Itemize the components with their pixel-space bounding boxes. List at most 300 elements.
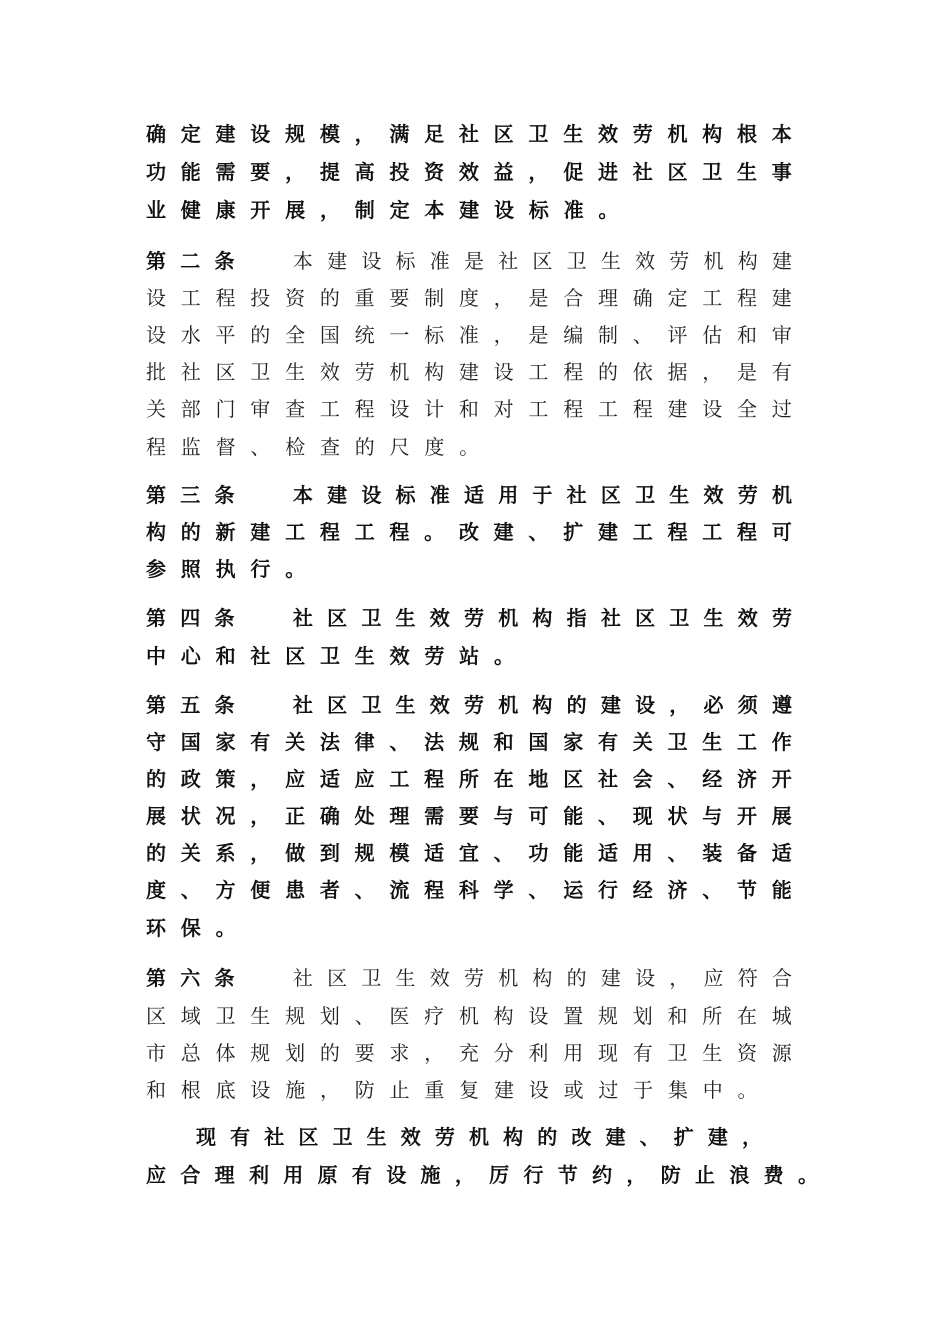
character: 程 bbox=[215, 286, 236, 310]
text-line bbox=[146, 838, 792, 868]
text-line bbox=[146, 119, 792, 149]
character: 的 bbox=[354, 435, 375, 459]
character: 适 bbox=[771, 841, 792, 865]
character: 的 bbox=[146, 841, 166, 865]
character: 能 bbox=[563, 841, 584, 865]
character: 应 bbox=[354, 767, 375, 791]
character: 。 bbox=[285, 557, 306, 581]
character: 条 bbox=[214, 483, 235, 507]
character: 第 bbox=[146, 966, 166, 990]
character: 构 bbox=[146, 520, 166, 544]
character: 施 bbox=[420, 1163, 441, 1187]
character: 标 bbox=[395, 249, 416, 273]
character: 守 bbox=[146, 730, 166, 754]
text-line bbox=[146, 963, 792, 993]
character: 建 bbox=[600, 966, 621, 990]
character: 投 bbox=[250, 286, 271, 310]
character: 批 bbox=[146, 360, 166, 384]
character: 能 bbox=[563, 804, 584, 828]
character: 效 bbox=[737, 606, 758, 630]
character: 根 bbox=[180, 1078, 201, 1102]
character: 设 bbox=[635, 693, 656, 717]
character: 资 bbox=[285, 286, 306, 310]
character: 要 bbox=[458, 804, 479, 828]
character: 有 bbox=[632, 1041, 653, 1065]
character: 效 bbox=[429, 606, 450, 630]
character: 心 bbox=[180, 644, 201, 668]
character: 合 bbox=[771, 966, 792, 990]
character: 医 bbox=[389, 1004, 410, 1028]
character: 和 bbox=[737, 323, 758, 347]
character: ， bbox=[626, 1163, 647, 1187]
character: 检 bbox=[285, 435, 306, 459]
character: 地 bbox=[528, 767, 549, 791]
character: 查 bbox=[319, 435, 340, 459]
character: 要 bbox=[354, 1041, 375, 1065]
character: 应 bbox=[146, 1163, 166, 1187]
character: 劳 bbox=[737, 483, 758, 507]
character: 第 bbox=[146, 249, 166, 273]
character: 促 bbox=[563, 160, 584, 184]
text-line bbox=[146, 432, 792, 462]
character: 经 bbox=[632, 878, 653, 902]
character: 劳 bbox=[463, 606, 484, 630]
character: 机 bbox=[469, 1125, 489, 1149]
text-line bbox=[146, 394, 792, 424]
character: 作 bbox=[771, 730, 792, 754]
character: 二 bbox=[180, 249, 201, 273]
character: 机 bbox=[498, 693, 519, 717]
character: 程 bbox=[737, 286, 758, 310]
character: 关 bbox=[285, 730, 306, 754]
character: 律 bbox=[354, 730, 375, 754]
character: 机 bbox=[498, 966, 519, 990]
character: 遵 bbox=[771, 693, 792, 717]
character: 所 bbox=[458, 767, 479, 791]
character: 足 bbox=[424, 122, 445, 146]
character: 过 bbox=[598, 1078, 619, 1102]
character: 止 bbox=[695, 1163, 715, 1187]
character: 生 bbox=[354, 644, 375, 668]
text-line bbox=[146, 1160, 818, 1190]
character: 分 bbox=[493, 1041, 514, 1065]
character: 、 bbox=[639, 1125, 660, 1149]
character: 审 bbox=[771, 323, 792, 347]
character: 生 bbox=[250, 1004, 271, 1028]
character: 设 bbox=[386, 1163, 407, 1187]
character: 生 bbox=[600, 249, 621, 273]
character: 理 bbox=[597, 286, 618, 310]
character: 规 bbox=[354, 841, 375, 865]
character: 、 bbox=[180, 878, 201, 902]
character: 五 bbox=[180, 693, 201, 717]
character: 参 bbox=[146, 557, 166, 581]
character: 区 bbox=[600, 483, 621, 507]
character: 是 bbox=[737, 360, 758, 384]
character: 状 bbox=[180, 804, 201, 828]
character: 程 bbox=[424, 878, 445, 902]
character: 生 bbox=[702, 730, 723, 754]
character: 益 bbox=[493, 160, 514, 184]
character: 域 bbox=[180, 1004, 201, 1028]
character: 程 bbox=[146, 435, 166, 459]
character: 构 bbox=[424, 360, 445, 384]
character: 生 bbox=[285, 360, 306, 384]
character: 机 bbox=[498, 606, 519, 630]
character: 制 bbox=[354, 198, 375, 222]
character: 准 bbox=[458, 323, 479, 347]
character: 机 bbox=[703, 249, 724, 273]
character: 总 bbox=[180, 1041, 201, 1065]
character: 工 bbox=[354, 520, 375, 544]
character: 源 bbox=[771, 1041, 792, 1065]
character: 估 bbox=[702, 323, 723, 347]
character: 国 bbox=[319, 323, 340, 347]
character: 全 bbox=[285, 323, 306, 347]
character: 构 bbox=[702, 122, 723, 146]
character: 机 bbox=[667, 122, 688, 146]
character: 用 bbox=[632, 841, 653, 865]
character: 卫 bbox=[319, 644, 340, 668]
character: 区 bbox=[327, 966, 348, 990]
character: 有 bbox=[230, 1125, 251, 1149]
character: 程 bbox=[667, 520, 688, 544]
character: 统 bbox=[354, 323, 375, 347]
character: 用 bbox=[498, 483, 519, 507]
character: 编 bbox=[563, 323, 584, 347]
character: 节 bbox=[557, 1163, 578, 1187]
character: 区 bbox=[493, 122, 514, 146]
character: 建 bbox=[493, 1078, 514, 1102]
character: 的 bbox=[319, 1041, 340, 1065]
character: 施 bbox=[285, 1078, 306, 1102]
character: 度 bbox=[424, 435, 445, 459]
character: 和 bbox=[215, 644, 236, 668]
character: 、 bbox=[354, 878, 375, 902]
character: 需 bbox=[424, 804, 445, 828]
character: 。 bbox=[459, 435, 480, 459]
character: ， bbox=[742, 1125, 762, 1149]
character: ， bbox=[454, 1163, 475, 1187]
character: 开 bbox=[250, 198, 271, 222]
character: 区 bbox=[327, 693, 348, 717]
character: 者 bbox=[319, 878, 340, 902]
character: 社 bbox=[292, 966, 313, 990]
character: ， bbox=[702, 360, 723, 384]
character: 设 bbox=[635, 966, 656, 990]
character: 展 bbox=[146, 804, 166, 828]
character: 节 bbox=[737, 878, 758, 902]
character: 劳 bbox=[424, 644, 445, 668]
character: ， bbox=[528, 160, 549, 184]
character: 科 bbox=[458, 878, 479, 902]
character: 、 bbox=[389, 730, 410, 754]
character: 止 bbox=[389, 1078, 410, 1102]
character: 方 bbox=[215, 878, 236, 902]
text-line bbox=[146, 913, 792, 943]
character: ， bbox=[250, 841, 271, 865]
character: 防 bbox=[354, 1078, 375, 1102]
character: 条 bbox=[214, 606, 235, 630]
character: 工 bbox=[528, 397, 549, 421]
character: 于 bbox=[633, 1078, 654, 1102]
character: 改 bbox=[458, 520, 479, 544]
character: 。 bbox=[493, 644, 514, 668]
character: 模 bbox=[389, 841, 410, 865]
character: ， bbox=[424, 1041, 445, 1065]
character: 区 bbox=[146, 1004, 166, 1028]
character: 约 bbox=[592, 1163, 613, 1187]
character: 效 bbox=[458, 160, 479, 184]
character: 尺 bbox=[389, 435, 410, 459]
character: 过 bbox=[771, 397, 792, 421]
character: 的 bbox=[537, 1125, 558, 1149]
character: 建 bbox=[327, 483, 348, 507]
character: 构 bbox=[737, 249, 758, 273]
character: 程 bbox=[319, 520, 340, 544]
character: 工 bbox=[702, 286, 723, 310]
character: 社 bbox=[292, 606, 313, 630]
character: 程 bbox=[563, 397, 584, 421]
character: ， bbox=[319, 198, 340, 222]
character: 必 bbox=[703, 693, 724, 717]
character: 卫 bbox=[361, 606, 382, 630]
character: 和 bbox=[458, 397, 479, 421]
character: 理 bbox=[214, 1163, 235, 1187]
character: 构 bbox=[532, 966, 553, 990]
character: 构 bbox=[503, 1125, 524, 1149]
character: 事 bbox=[771, 160, 792, 184]
character: 社 bbox=[250, 644, 271, 668]
character: 卫 bbox=[361, 693, 382, 717]
character: 建 bbox=[707, 1125, 728, 1149]
character: 工 bbox=[632, 520, 653, 544]
character: 便 bbox=[250, 878, 271, 902]
character: 、 bbox=[702, 878, 723, 902]
character: 城 bbox=[771, 1004, 792, 1028]
character: 的 bbox=[566, 693, 587, 717]
character: 划 bbox=[285, 1041, 306, 1065]
character: 据 bbox=[667, 360, 688, 384]
character: 设 bbox=[361, 249, 382, 273]
character: 环 bbox=[146, 916, 166, 940]
text-line bbox=[146, 801, 792, 831]
character: 备 bbox=[737, 841, 758, 865]
character: 适 bbox=[424, 841, 445, 865]
character: 生 bbox=[395, 606, 416, 630]
character: 部 bbox=[180, 397, 201, 421]
character: ， bbox=[669, 966, 690, 990]
character: 适 bbox=[319, 767, 340, 791]
character: 劳 bbox=[632, 122, 653, 146]
character: 合 bbox=[180, 1163, 201, 1187]
character: 疗 bbox=[424, 1004, 445, 1028]
character: 法 bbox=[424, 730, 445, 754]
character: 本 bbox=[292, 249, 313, 273]
character: 劳 bbox=[669, 249, 690, 273]
character: 建 bbox=[459, 198, 480, 222]
character: 设 bbox=[493, 360, 514, 384]
character: 第 bbox=[146, 483, 166, 507]
character: 建 bbox=[327, 249, 348, 273]
character: 卫 bbox=[566, 249, 587, 273]
character: 本 bbox=[771, 122, 792, 146]
character: 模 bbox=[319, 122, 340, 146]
character: 原 bbox=[317, 1163, 338, 1187]
character: 指 bbox=[566, 606, 587, 630]
character: 定 bbox=[180, 122, 201, 146]
character: 生 bbox=[395, 966, 416, 990]
character: 构 bbox=[532, 606, 553, 630]
character: 全 bbox=[737, 397, 758, 421]
character: 功 bbox=[146, 160, 166, 184]
character: 的 bbox=[319, 286, 340, 310]
character: 建 bbox=[458, 360, 479, 384]
character: 审 bbox=[250, 397, 271, 421]
character: 用 bbox=[283, 1163, 304, 1187]
character: 理 bbox=[389, 804, 410, 828]
character: 防 bbox=[660, 1163, 681, 1187]
character: 利 bbox=[248, 1163, 269, 1187]
character: 法 bbox=[319, 730, 340, 754]
character: 标 bbox=[395, 483, 416, 507]
character: 与 bbox=[493, 804, 514, 828]
character: 国 bbox=[180, 730, 201, 754]
character: 规 bbox=[250, 1041, 271, 1065]
character: 设 bbox=[250, 1078, 271, 1102]
character: 的 bbox=[597, 360, 618, 384]
character: 规 bbox=[597, 1004, 618, 1028]
character: 区 bbox=[215, 360, 236, 384]
character: 工 bbox=[180, 286, 201, 310]
character: 处 bbox=[354, 804, 375, 828]
character: 系 bbox=[215, 841, 236, 865]
character: 卫 bbox=[250, 360, 271, 384]
character: 是 bbox=[528, 286, 549, 310]
character: 建 bbox=[600, 693, 621, 717]
character: 计 bbox=[424, 397, 445, 421]
character: 效 bbox=[400, 1125, 421, 1149]
character: 学 bbox=[493, 878, 514, 902]
character: 四 bbox=[180, 606, 201, 630]
character: 生 bbox=[395, 693, 416, 717]
character: 况 bbox=[215, 804, 236, 828]
text-line bbox=[146, 690, 792, 720]
character: 度 bbox=[458, 286, 479, 310]
character: 生 bbox=[737, 160, 758, 184]
character: 工 bbox=[702, 520, 723, 544]
character: 条 bbox=[214, 966, 235, 990]
character: 划 bbox=[319, 1004, 340, 1028]
character: 建 bbox=[605, 1125, 626, 1149]
character: 、 bbox=[354, 1004, 375, 1028]
character: 社 bbox=[566, 483, 587, 507]
character: 是 bbox=[528, 323, 549, 347]
character: 效 bbox=[635, 249, 656, 273]
character: 确 bbox=[632, 286, 653, 310]
character: 适 bbox=[463, 483, 484, 507]
character: 制 bbox=[424, 286, 445, 310]
character: 在 bbox=[737, 1004, 758, 1028]
character: 开 bbox=[737, 804, 758, 828]
character: 合 bbox=[563, 286, 584, 310]
text-line bbox=[146, 195, 792, 225]
character: 或 bbox=[563, 1078, 584, 1102]
character: 程 bbox=[737, 520, 758, 544]
character: 置 bbox=[563, 1004, 584, 1028]
character: 提 bbox=[319, 160, 340, 184]
character: 经 bbox=[702, 767, 723, 791]
character: 社 bbox=[632, 160, 653, 184]
character: 区 bbox=[532, 249, 553, 273]
character: 重 bbox=[354, 286, 375, 310]
character: 建 bbox=[771, 249, 792, 273]
character: 工 bbox=[285, 520, 306, 544]
character: 制 bbox=[597, 323, 618, 347]
character: 利 bbox=[528, 1041, 549, 1065]
character: 有 bbox=[250, 730, 271, 754]
character: 卫 bbox=[332, 1125, 353, 1149]
character: 健 bbox=[180, 198, 201, 222]
character: 水 bbox=[180, 323, 201, 347]
character: 的 bbox=[566, 966, 587, 990]
character: 展 bbox=[771, 804, 792, 828]
character: 划 bbox=[632, 1004, 653, 1028]
character: 重 bbox=[424, 1078, 445, 1102]
character: 设 bbox=[250, 122, 271, 146]
character: 准 bbox=[429, 249, 450, 273]
character: ， bbox=[285, 160, 306, 184]
character: 复 bbox=[459, 1078, 480, 1102]
character: 、 bbox=[597, 804, 618, 828]
character: 保 bbox=[180, 916, 201, 940]
character: 关 bbox=[632, 730, 653, 754]
character: 生 bbox=[702, 1041, 723, 1065]
character: 程 bbox=[389, 520, 410, 544]
character: 门 bbox=[215, 397, 236, 421]
character: 应 bbox=[703, 966, 724, 990]
character: 适 bbox=[597, 841, 618, 865]
character: 社 bbox=[292, 693, 313, 717]
character: 。 bbox=[598, 198, 619, 222]
character: 依 bbox=[632, 360, 653, 384]
character: 确 bbox=[319, 804, 340, 828]
character: 建 bbox=[493, 520, 514, 544]
character: 本 bbox=[292, 483, 313, 507]
character: 资 bbox=[737, 1041, 758, 1065]
character: 规 bbox=[458, 730, 479, 754]
character: 机 bbox=[458, 1004, 479, 1028]
character: 卫 bbox=[528, 122, 549, 146]
character: 现 bbox=[196, 1125, 216, 1149]
character: 政 bbox=[180, 767, 201, 791]
character: 规 bbox=[285, 122, 306, 146]
character: 设 bbox=[146, 286, 166, 310]
text-line bbox=[146, 517, 792, 547]
text-line bbox=[146, 157, 792, 187]
character: 建 bbox=[667, 397, 688, 421]
character: 第 bbox=[146, 606, 166, 630]
character: 集 bbox=[667, 1078, 688, 1102]
character: 的 bbox=[250, 323, 271, 347]
character: 社 bbox=[597, 767, 618, 791]
character: 家 bbox=[215, 730, 236, 754]
character: 卫 bbox=[702, 160, 723, 184]
character: 生 bbox=[563, 122, 584, 146]
text-line bbox=[146, 764, 792, 794]
character: 。 bbox=[424, 520, 445, 544]
character: 现 bbox=[597, 1041, 618, 1065]
